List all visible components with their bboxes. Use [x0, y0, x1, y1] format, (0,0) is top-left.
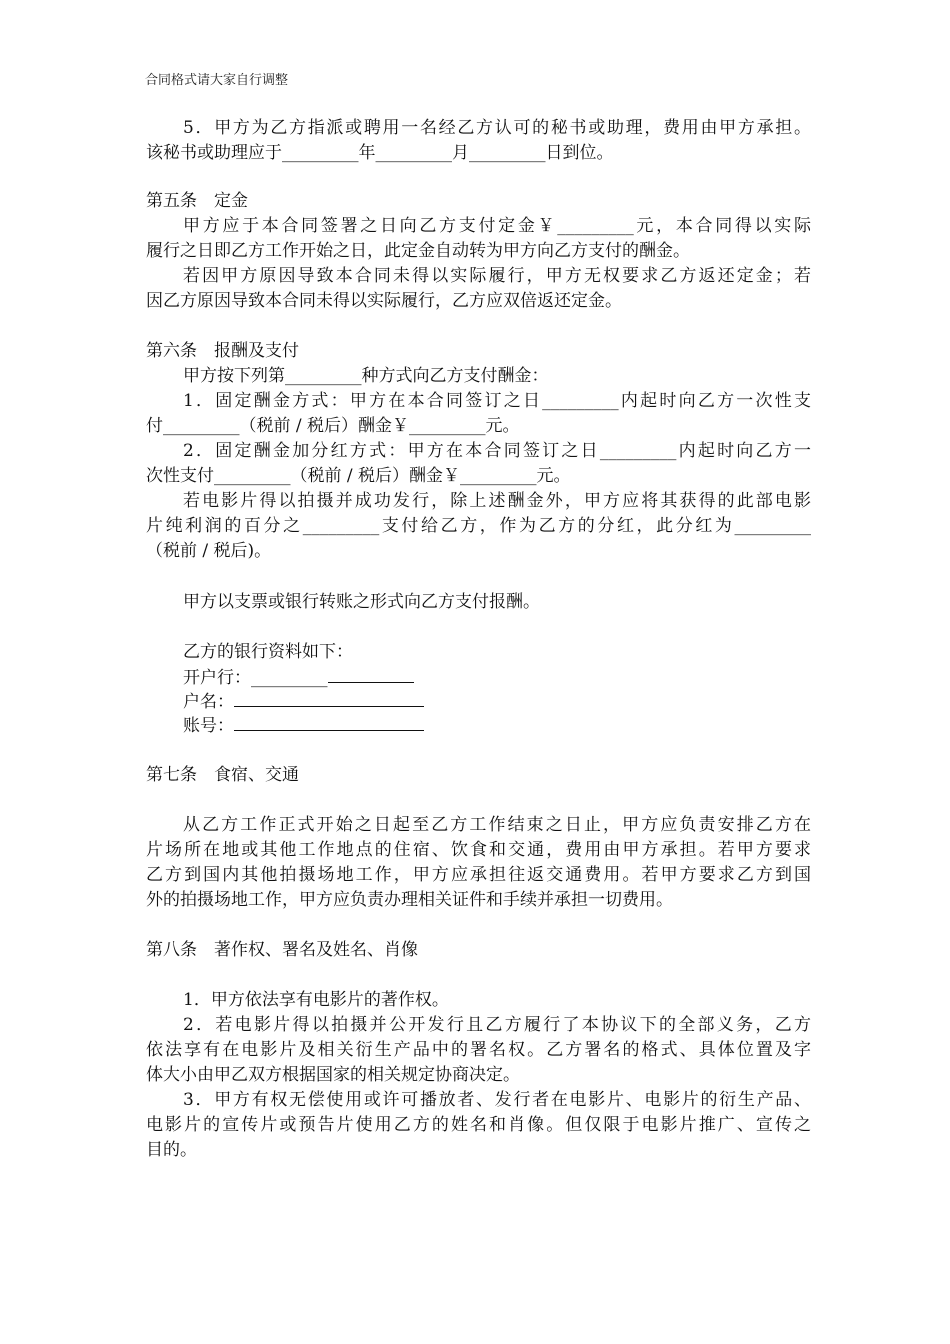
- article-6-bonus-line-1: 若电影片得以拍摄并成功发行，除上述酬金外，甲方应将其获得的此部电影: [183, 491, 811, 511]
- account-name-label: 户名：: [183, 692, 234, 712]
- article-5-para-2-line-2: 因乙方原因导致本合同未得以实际履行，乙方应双倍返还定金。: [146, 291, 622, 311]
- article-6-bonus-line-2: 片纯利润的百分之_________支付给乙方，作为乙方的分红，此分红为_________: [146, 516, 811, 536]
- account-number-label: 账号：: [183, 716, 234, 736]
- account-name-blank: [234, 688, 424, 707]
- article-7-line-2: 片场所在地或其他工作地点的住宿、饮食和交通，费用由甲方承担。若甲方要求: [146, 840, 811, 860]
- article-6-heading: 第六条 报酬及支付: [146, 341, 299, 361]
- article-8-item-3-line-3: 目的。: [146, 1140, 197, 1160]
- clause-5-line-2: 该秘书或助理应于_________年_________月_________日到位。: [146, 143, 614, 163]
- page-header-note: 合同格式请大家自行调整: [145, 73, 289, 88]
- article-6-method-choice: 甲方按下列第_________种方式向乙方支付酬金：: [183, 366, 549, 386]
- bank-name-label: 开户行：_________: [183, 668, 328, 688]
- article-6-option-2-line-1: 2．固定酬金加分红方式：甲方在本合同签订之日_________内起时向乙方一: [183, 441, 811, 461]
- payment-method-note: 甲方以支票或银行转账之形式向乙方支付报酬。: [183, 592, 540, 612]
- article-7-heading: 第七条 食宿、交通: [146, 765, 299, 785]
- account-name-field: [183, 688, 424, 714]
- article-8-item-3-line-2: 电影片的宣传片或预告片使用乙方的姓名和肖像。但仅限于电影片推广、宣传之: [146, 1115, 811, 1135]
- article-8-item-1: 1．甲方依法享有电影片的著作权。: [183, 990, 449, 1010]
- article-5-para-2-line-1: 若因甲方原因导致本合同未得以实际履行，甲方无权要求乙方返还定金；若: [183, 266, 811, 286]
- article-8-item-2-line-1: 2．若电影片得以拍摄并公开发行且乙方履行了本协议下的全部义务，乙方: [183, 1015, 811, 1035]
- article-7-line-3: 乙方到国内其他拍摄场地工作，甲方应承担往返交通费用。若甲方要求乙方到国: [146, 865, 811, 885]
- account-number-field: [183, 712, 424, 738]
- article-6-option-1-line-1: 1．固定酬金方式：甲方在本合同签订之日_________内起时向乙方一次性支: [183, 391, 811, 411]
- clause-5-line-1: 5．甲方为乙方指派或聘用一名经乙方认可的秘书或助理，费用由甲方承担。: [183, 118, 811, 138]
- article-8-heading: 第八条 著作权、署名及姓名、肖像: [146, 940, 418, 960]
- article-7-line-4: 外的拍摄场地工作，甲方应负责办理相关证件和手续并承担一切费用。: [146, 890, 673, 910]
- bank-info-title: 乙方的银行资料如下：: [183, 642, 353, 662]
- article-8-item-3-line-1: 3．甲方有权无偿使用或许可播放者、发行者在电影片、电影片的衍生产品、: [183, 1090, 811, 1110]
- article-5-heading: 第五条 定金: [146, 191, 248, 211]
- bank-name-field: [183, 664, 414, 690]
- article-5-para-1-line-1: 甲方应于本合同签署之日向乙方支付定金￥_________元，本合同得以实际: [183, 216, 811, 236]
- article-6-option-1-line-2: 付_________（税前 / 税后）酬金￥_________元。: [146, 416, 520, 436]
- article-8-item-2-line-2: 依法享有在电影片及相关衍生产品中的署名权。乙方署名的格式、具体位置及字: [146, 1040, 811, 1060]
- article-7-line-1: 从乙方工作正式开始之日起至乙方工作结束之日止，甲方应负责安排乙方在: [183, 815, 811, 835]
- article-6-bonus-line-3: （税前 / 税后)。: [146, 541, 272, 561]
- account-number-blank: [234, 712, 424, 731]
- article-8-item-2-line-3: 体大小由甲乙双方根据国家的相关规定协商决定。: [146, 1065, 520, 1085]
- bank-name-blank: [328, 664, 414, 683]
- article-6-option-2-line-2: 次性支付_________（税前 / 税后）酬金￥_________元。: [146, 466, 571, 486]
- article-5-para-1-line-2: 履行之日即乙方工作开始之日，此定金自动转为甲方向乙方支付的酬金。: [146, 241, 690, 261]
